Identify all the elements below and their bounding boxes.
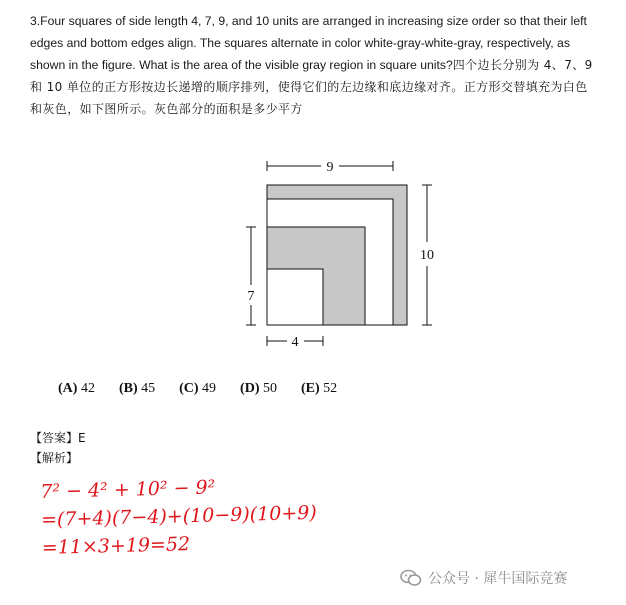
analysis-label: 【解析】 — [30, 451, 79, 465]
handwritten-solution — [40, 471, 318, 562]
answer-value: E — [78, 431, 86, 445]
dim-label-4: 4 — [291, 335, 299, 350]
square-4-white — [267, 269, 323, 325]
choice-d: (D) 50 — [240, 381, 277, 396]
dim-label-10: 10 — [420, 248, 434, 263]
squares-figure — [240, 150, 450, 360]
answer-label: 【答案】 — [30, 431, 79, 445]
solution-line-1: 7² − 4² + 10² − 9² — [40, 476, 216, 503]
watermark-text: 公众号 · 犀牛国际竞赛 — [428, 571, 568, 587]
answer-line — [30, 429, 86, 446]
dim-label-7: 7 — [247, 289, 255, 304]
question-text — [30, 10, 600, 120]
wechat-icon — [400, 569, 422, 587]
choice-c: (C) 49 — [179, 381, 217, 396]
choice-a: (A) 42 — [58, 381, 95, 396]
question-chinese: 四个边长分别为 4、7、9 和 10 单位的正方形按边长递增的顺序排列，使得它们的左边缘和底边缘对齐。正方形交替填充为白色和灰色，如下图所示。灰色部分的面积是多少平方 — [30, 58, 593, 116]
watermark — [400, 568, 567, 588]
choice-e: (E) 52 — [300, 381, 338, 396]
solution-line-3: =11×3+19=52 — [41, 533, 191, 559]
answer-choices — [58, 381, 337, 397]
choice-b: (B) 45 — [118, 381, 156, 396]
question-english: 3.Four squares of side length 4, 7, 9, and 10 units are arranged in increasing size order so that their left edges and bottom edges align. The squares alternate in color white-gray-white-gray, respectively, as shown in the figure. What is the area of the visible gray region in square units? — [30, 14, 587, 72]
solution-line-2: =(7+4)(7−4)+(10−9)(10+9) — [40, 501, 318, 531]
dim-label-9: 9 — [326, 160, 334, 175]
